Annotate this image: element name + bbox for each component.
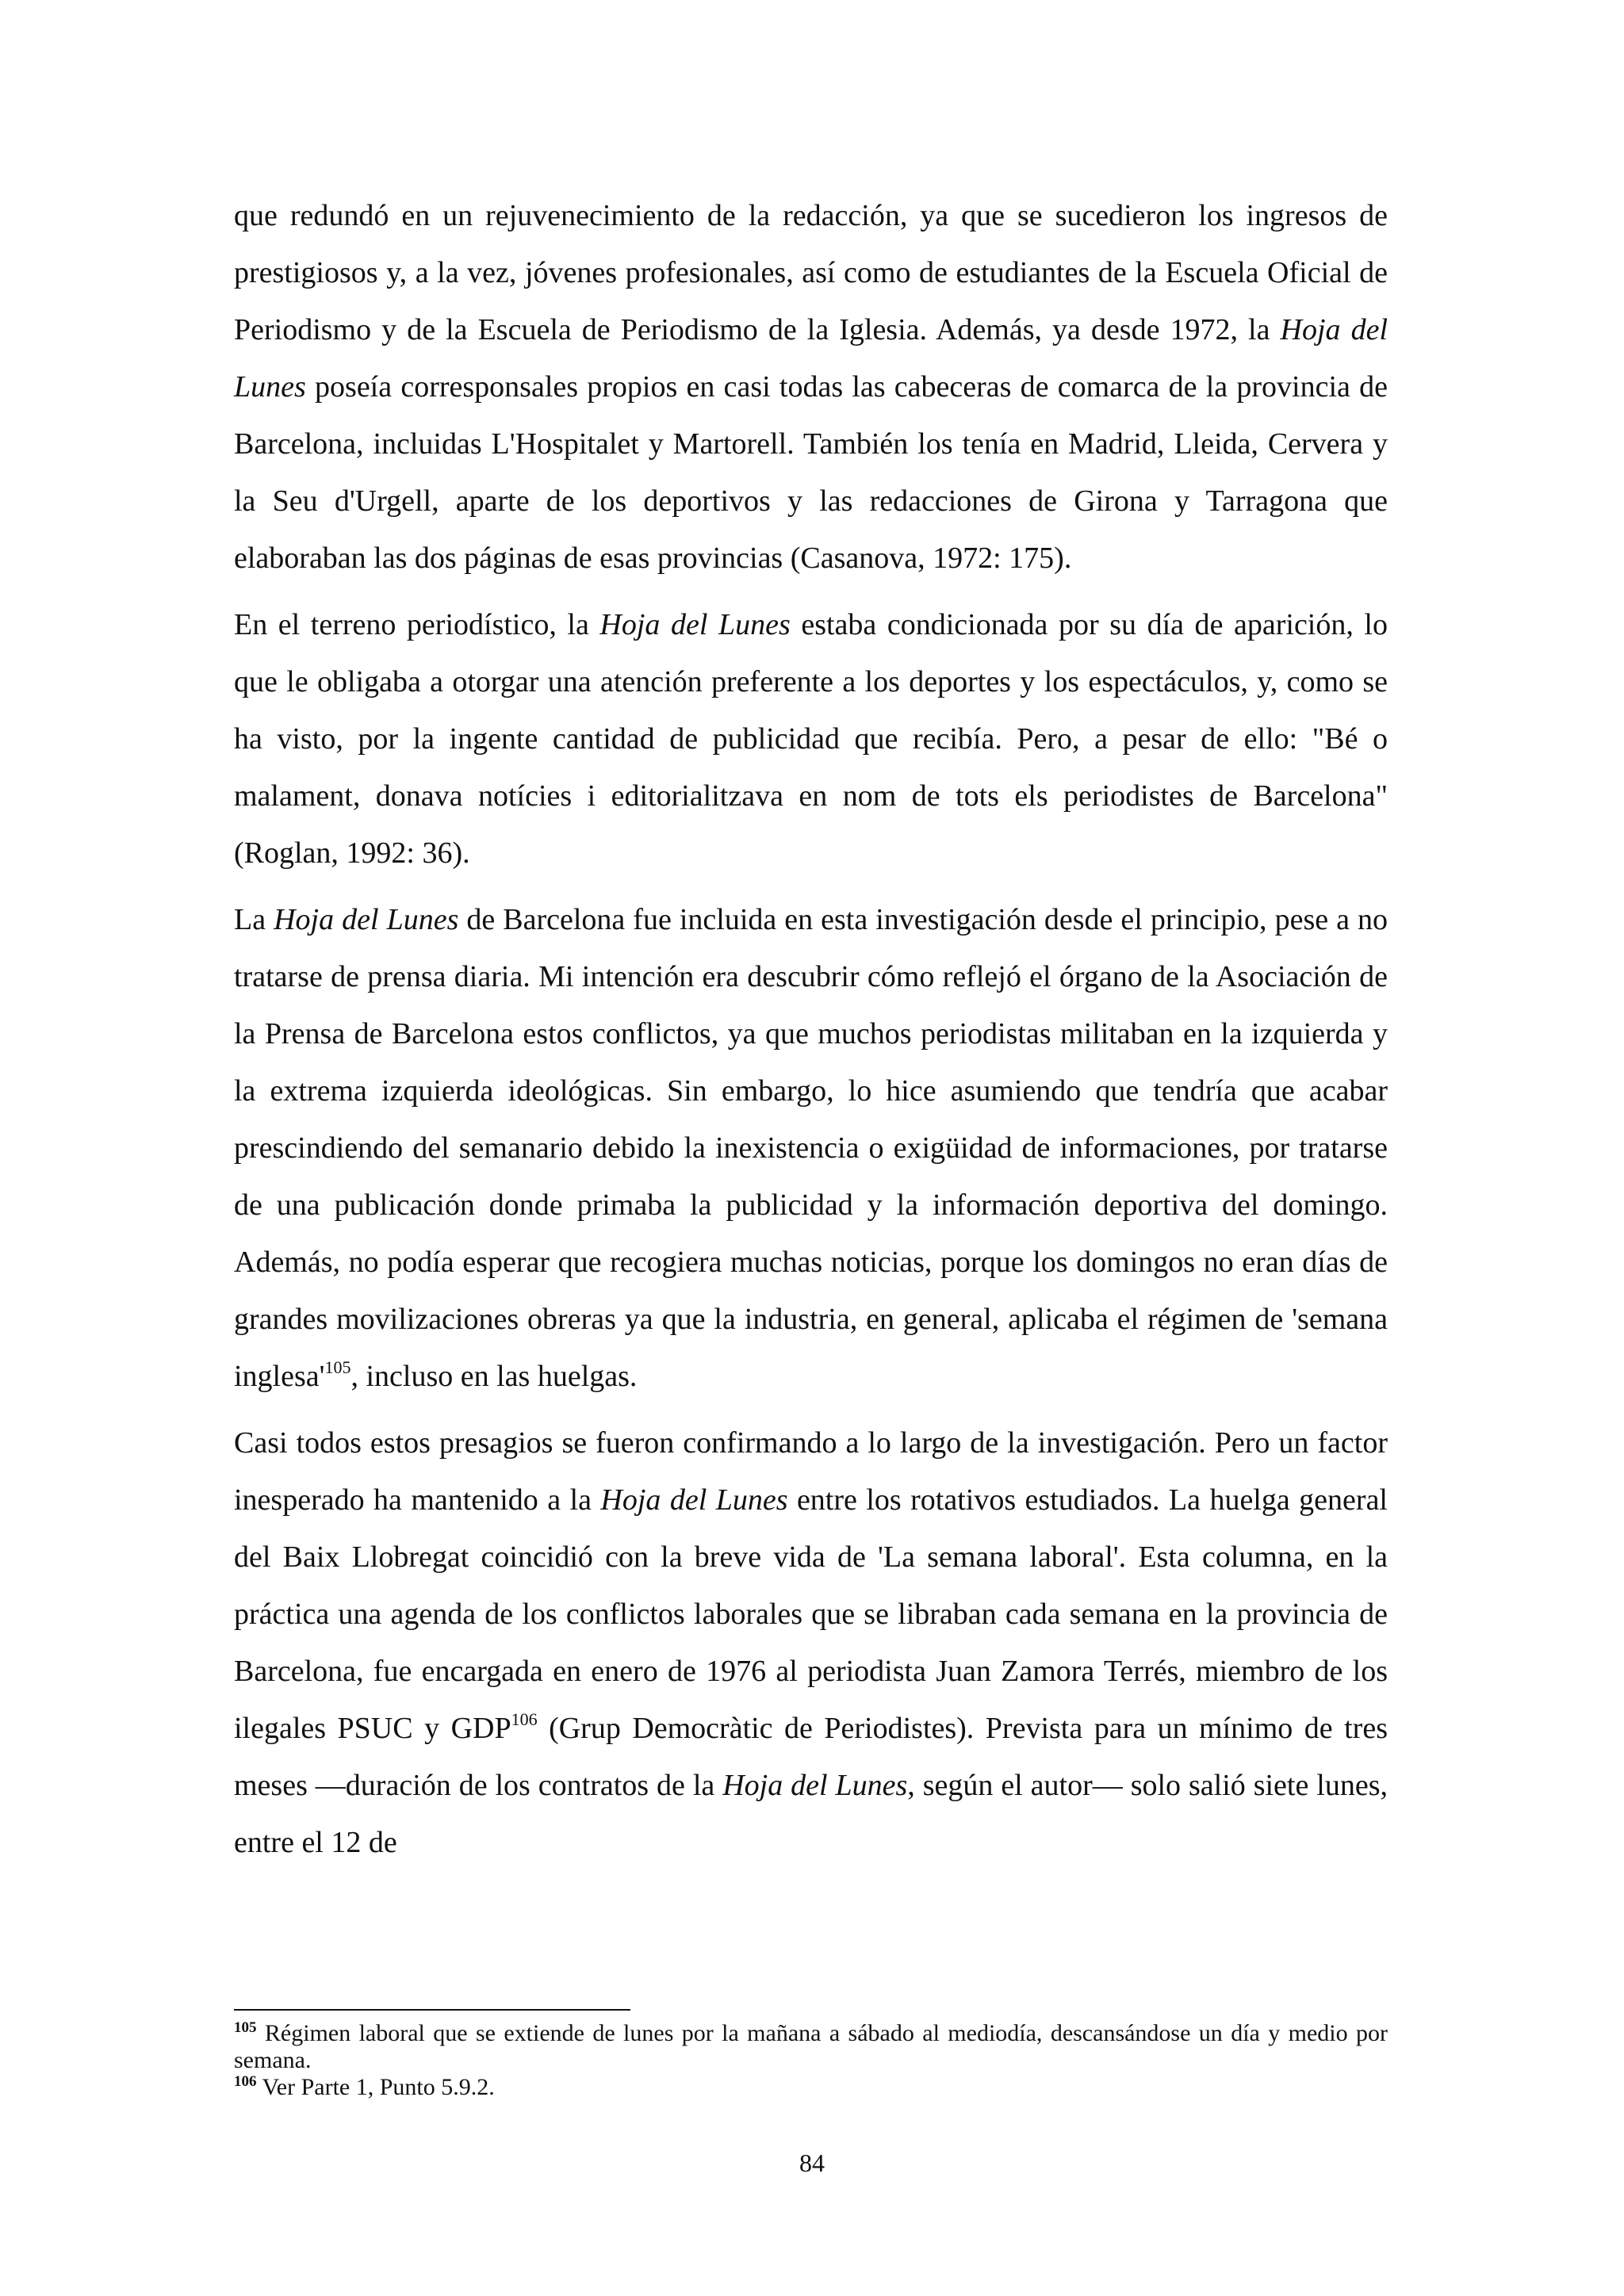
text-segment: de Barcelona fue incluida en esta investigación desde el principio, pese a no tratarse de prensa diaria. Mi intención era descubrir cómo reflejó el órgano de la Asociación de la Prensa de Barcelona estos conflictos, ya que muchos periodistas militaban en la izquierda y la extrema izquierda ideológicas. Sin embargo, lo hice asumiendo que tendría que acabar prescindiendo del semanario debido la inexistencia o exigüidad de informaciones, por tratarse de una publicación donde primaba la publicidad y la información deportiva del domingo. Además, no podía esperar que recogiera muchas noticias, porque los domingos no eran días de grandes movilizaciones obreras ya que la industria, en general, aplicaba el régimen de 'semana inglesa' — [234, 903, 1388, 1393]
footnote-text: Ver Parte 1, Punto 5.9.2. — [256, 2074, 495, 2100]
italic-title: Hoja del Lunes — [599, 608, 791, 641]
text-segment: La — [234, 903, 274, 936]
footnote-number: 106 — [234, 2073, 257, 2090]
text-segment: (Grup Democràtic de Periodistes). Prevista para un mínimo de tres meses —duración de los contratos de la — [234, 1712, 1388, 1802]
text-segment: Casi todos estos presagios se fueron confirmando a lo largo de la investigación. Pero un factor inesperado ha mantenido a la — [234, 1426, 1388, 1517]
text-segment: que redundó en un rejuvenecimiento de la redacción, ya que se sucedieron los ingresos de prestigiosos y, a la vez, jóvenes profesionales, así como de estudiantes de la Escuela Oficial de Periodismo y de la Escuela de Periodismo de la Iglesia. Además, ya desde 1972, la — [234, 199, 1388, 346]
text-segment: estaba condicionada por su día de aparición, lo que le obligaba a otorgar una atención preferente a los deportes y los espectáculos, y, como se ha visto, por la ingente cantidad de publicidad que recibía. Pero, a pesar de ello: "Bé o malament, donava notícies i editorialitzava en nom de tots els periodistes de Barcelona" (Roglan, 1992: 36). — [234, 608, 1388, 870]
italic-title: Hoja del Lunes — [234, 313, 1388, 404]
paragraph — [234, 596, 1388, 882]
footnote-number: 105 — [234, 2019, 257, 2036]
footnote-text: Régimen laboral que se extiende de lunes por la mañana a sábado al mediodía, descansándose un día y medio por semana. — [234, 2020, 1388, 2073]
footnote — [234, 2074, 1388, 2101]
italic-title: Hoja del Lunes — [274, 903, 459, 936]
footnote-reference: 105 — [324, 1357, 351, 1377]
page-number: 84 — [799, 2149, 825, 2177]
text-segment: En el terreno periodístico, la — [234, 608, 600, 641]
paragraph — [234, 187, 1388, 587]
footnote-divider — [234, 2009, 630, 2011]
paragraph — [234, 891, 1388, 1405]
text-segment: poseía corresponsales propios en casi todas las cabeceras de comarca de la provincia de Barcelona, incluidas L'Hospitalet y Martorell. También los tenía en Madrid, Lleida, Cervera y la Seu d'Urgell, aparte de los deportivos y las redacciones de Girona y Tarragona que elaboraban las dos páginas de esas provincias (Casanova, 1972: 175). — [234, 370, 1388, 575]
body-text — [234, 187, 1388, 1881]
italic-title: Hoja del Lunes — [722, 1769, 908, 1802]
footnotes — [234, 2020, 1388, 2101]
italic-title: Hoja del Lunes — [600, 1483, 788, 1517]
footnote — [234, 2020, 1388, 2074]
paragraph — [234, 1414, 1388, 1871]
text-segment: , incluso en las huelgas. — [350, 1360, 638, 1393]
text-segment: entre los rotativos estudiados. La huelga general del Baix Llobregat coincidió con la breve vida de 'La semana laboral'. Esta columna, en la práctica una agenda de los conflictos laborales que se libraban cada semana en la provincia de Barcelona, fue encargada en enero de 1976 al periodista Juan Zamora Terrés, miembro de los ilegales PSUC y GDP — [234, 1483, 1388, 1745]
text-segment: , según el autor— solo salió siete lunes, entre el 12 de — [234, 1769, 1388, 1859]
footnote-reference: 106 — [511, 1709, 538, 1729]
